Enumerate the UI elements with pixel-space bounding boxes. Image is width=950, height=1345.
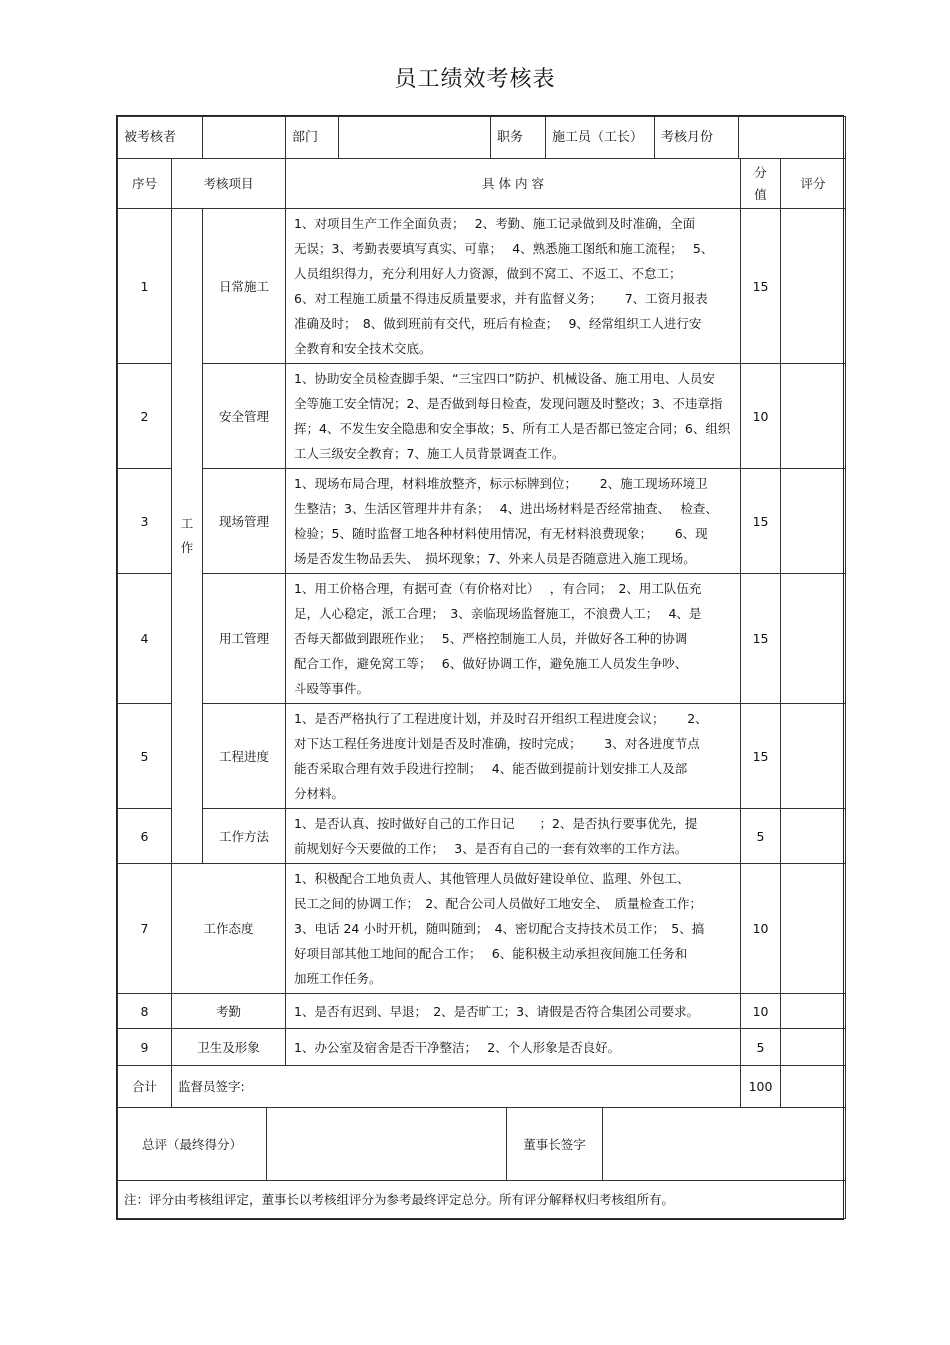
- row-rating[interactable]: [781, 364, 846, 469]
- table-row: [118, 209, 846, 364]
- row-score: 15: [741, 209, 781, 364]
- row-content: [286, 1029, 741, 1066]
- row-content: [286, 469, 741, 574]
- row-rating[interactable]: [781, 809, 846, 864]
- table-row: [118, 864, 846, 994]
- row-rating[interactable]: [781, 864, 846, 994]
- position-label: 职务: [491, 117, 546, 159]
- column-header-row: [118, 159, 846, 209]
- table-row: [118, 994, 846, 1029]
- row-score: 15: [741, 574, 781, 704]
- row-item: 卫生及形象: [172, 1029, 286, 1066]
- row-rating[interactable]: [781, 469, 846, 574]
- summary-table: [117, 1107, 846, 1219]
- row-rating[interactable]: [781, 994, 846, 1029]
- col-no-header: 序号: [118, 159, 172, 209]
- row-item: 现场管理: [203, 469, 286, 574]
- content-line: 民工之间的协调工作； 2、配合公司人员做好工地安全、 质量检查工作；: [294, 896, 702, 911]
- row-rating[interactable]: [781, 1029, 846, 1066]
- content-line: 1、用工价格合理，有据可查（有价格对比） ，有合同； 2、用工队伍充: [294, 581, 702, 596]
- content-line: 全教育和安全技术交底。: [294, 341, 432, 356]
- content-line: 对下达工程任务进度计划是否及时准确，按时完成； 3、对各进度节点: [294, 736, 700, 751]
- row-no: 3: [118, 469, 172, 574]
- row-rating[interactable]: [781, 704, 846, 809]
- row-score: 15: [741, 704, 781, 809]
- content-line: 分材料。: [294, 786, 345, 801]
- row-no: 9: [118, 1029, 172, 1066]
- content-line: 无误；3、考勤表要填写真实、可靠； 4、熟悉施工图纸和施工流程； 5、: [294, 241, 714, 256]
- row-item: 工作态度: [172, 864, 286, 994]
- col-rating-header: 评分: [781, 159, 846, 209]
- col-score-line2: 值: [754, 186, 767, 202]
- content-line: 1、积极配合工地负责人、其他管理人员做好建设单位、监理、外包工、: [294, 871, 690, 886]
- table-row: [118, 364, 846, 469]
- position-field[interactable]: 施工员（工长）: [546, 117, 655, 159]
- content-line: 检验；5、随时监督工地各种材料使用情况，有无材料浪费现象； 6、现: [294, 526, 708, 541]
- chairman-sign-label: 董事长签字: [507, 1108, 603, 1181]
- content-line: 挥；4、不发生安全隐患和安全事故；5、所有工人是否都已签定合同；6、组织: [294, 421, 731, 436]
- content-line: 配合工作，避免窝工等； 6、做好协调工作，避免施工人员发生争吵、: [294, 656, 688, 671]
- row-item: 日常施工: [203, 209, 286, 364]
- content-line: 前规划好今天要做的工作； 3、是否有自己的一套有效率的工作方法。: [294, 841, 688, 856]
- row-item: 考勤: [172, 994, 286, 1029]
- row-item: 工作方法: [203, 809, 286, 864]
- col-score-header: [741, 159, 781, 209]
- row-no: 2: [118, 364, 172, 469]
- row-content: [286, 864, 741, 994]
- content-line: 1、现场布局合理，材料堆放整齐，标示标牌到位； 2、施工现场环境卫: [294, 476, 708, 491]
- row-rating[interactable]: [781, 209, 846, 364]
- month-label: 考核月份: [655, 117, 739, 159]
- final-score-label: 总评（最终得分）: [118, 1108, 267, 1181]
- row-content: [286, 994, 741, 1029]
- content-line: 工人三级安全教育；7、施工人员背景调查工作。: [294, 446, 565, 461]
- content-line: 3、电话 24 小时开机，随叫随到； 4、密切配合支持技术员工作； 5、搞: [294, 921, 705, 936]
- row-item: 用工管理: [203, 574, 286, 704]
- row-score: 10: [741, 364, 781, 469]
- row-score: 5: [741, 1029, 781, 1066]
- footnote: 注：评分由考核组评定，董事长以考核组评分为参考最终评定总分。所有评分解释权归考核组所有。: [118, 1181, 846, 1219]
- content-line: 1、是否认真、按时做好自己的工作日记 ；2、是否执行要事优先，提: [294, 816, 698, 831]
- content-line: 场是否发生物品丢失、 损坏现象；7、外来人员是否随意进入施工现场。: [294, 551, 696, 566]
- row-content: [286, 704, 741, 809]
- criteria-table: [117, 158, 846, 1108]
- row-no: 8: [118, 994, 172, 1029]
- row-content: [286, 209, 741, 364]
- row-score: 10: [741, 864, 781, 994]
- total-score: 100: [741, 1066, 781, 1108]
- table-row: [118, 1029, 846, 1066]
- col-content-header: 具 体 内 容: [286, 159, 741, 209]
- chairman-sign-field[interactable]: [603, 1108, 846, 1181]
- supervisor-sign-field[interactable]: [172, 1066, 741, 1108]
- content-line: 好项目部其他工地间的配合工作； 6、能积极主动承担夜间施工任务和: [294, 946, 688, 961]
- row-content: [286, 574, 741, 704]
- content-line: 6、对工程施工质量不得违反质量要求，并有监督义务； 7、工资月报表: [294, 291, 708, 306]
- content-line: 1、协助安全员检查脚手架、“三宝四口”防护、机械设备、施工用电、人员安: [294, 371, 715, 386]
- dept-field[interactable]: [339, 117, 491, 159]
- col-item-header: 考核项目: [172, 159, 286, 209]
- total-row: [118, 1066, 846, 1108]
- row-no: 5: [118, 704, 172, 809]
- row-item: 安全管理: [203, 364, 286, 469]
- row-content: [286, 364, 741, 469]
- content-line: 1、对项目生产工作全面负责； 2、考勤、施工记录做到及时准确，全面: [294, 216, 696, 231]
- dept-label: 部门: [286, 117, 339, 159]
- final-score-field[interactable]: [267, 1108, 507, 1181]
- table-row: [118, 809, 846, 864]
- col-score-line1: 分: [754, 164, 767, 180]
- row-no: 4: [118, 574, 172, 704]
- content-line: 足，人心稳定，派工合理； 3、亲临现场监督施工，不浪费人工； 4、是: [294, 606, 702, 621]
- content-line: 全等施工安全情况；2、是否做到每日检查，发现问题及时整改；3、不违章指: [294, 396, 723, 411]
- group-work-char1: 工: [180, 516, 194, 531]
- total-label: 合计: [118, 1066, 172, 1108]
- row-no: 1: [118, 209, 172, 364]
- group-work-char2: 作: [180, 540, 194, 555]
- month-field[interactable]: [739, 117, 846, 159]
- content-line: 1、是否严格执行了工程进度计划，并及时召开组织工程进度会议； 2、: [294, 711, 708, 726]
- header-table: [117, 116, 846, 159]
- evaluation-form: [116, 115, 844, 1220]
- table-row: [118, 704, 846, 809]
- table-row: [118, 574, 846, 704]
- content-line: 生整洁；3、生活区管理井井有条； 4、进出场材料是否经常抽查、 检查、: [294, 501, 718, 516]
- content-line: 准确及时； 8、做到班前有交代，班后有检查； 9、经常组织工人进行安: [294, 316, 702, 331]
- group-work-label: [172, 209, 203, 864]
- row-score: 5: [741, 809, 781, 864]
- content-line: 1、是否有迟到、早退； 2、是否旷工；3、请假是否符合集团公司要求。: [294, 1003, 700, 1019]
- row-item: 工程进度: [203, 704, 286, 809]
- row-score: 15: [741, 469, 781, 574]
- content-line: 1、办公室及宿舍是否干净整洁； 2、个人形象是否良好。: [294, 1039, 621, 1055]
- content-line: 人员组织得力，充分利用好人力资源，做到不窝工、不返工、不怠工；: [294, 266, 682, 281]
- row-no: 7: [118, 864, 172, 994]
- examinee-label: 被考核者: [118, 117, 203, 159]
- supervisor-sign-label: 监督员签字:: [178, 1079, 245, 1094]
- content-line: 否每天都做到跟班作业； 5、严格控制施工人员，并做好各工种的协调: [294, 631, 688, 646]
- row-content: [286, 809, 741, 864]
- content-line: 加班工作任务。: [294, 971, 382, 986]
- total-rating[interactable]: [781, 1066, 846, 1108]
- row-score: 10: [741, 994, 781, 1029]
- examinee-field[interactable]: [203, 117, 286, 159]
- row-no: 6: [118, 809, 172, 864]
- content-line: 能否采取合理有效手段进行控制； 4、能否做到提前计划安排工人及部: [294, 761, 688, 776]
- content-line: 斗殴等事件。: [294, 681, 370, 696]
- page-title: 员工绩效考核表: [394, 67, 556, 92]
- table-row: [118, 469, 846, 574]
- row-rating[interactable]: [781, 574, 846, 704]
